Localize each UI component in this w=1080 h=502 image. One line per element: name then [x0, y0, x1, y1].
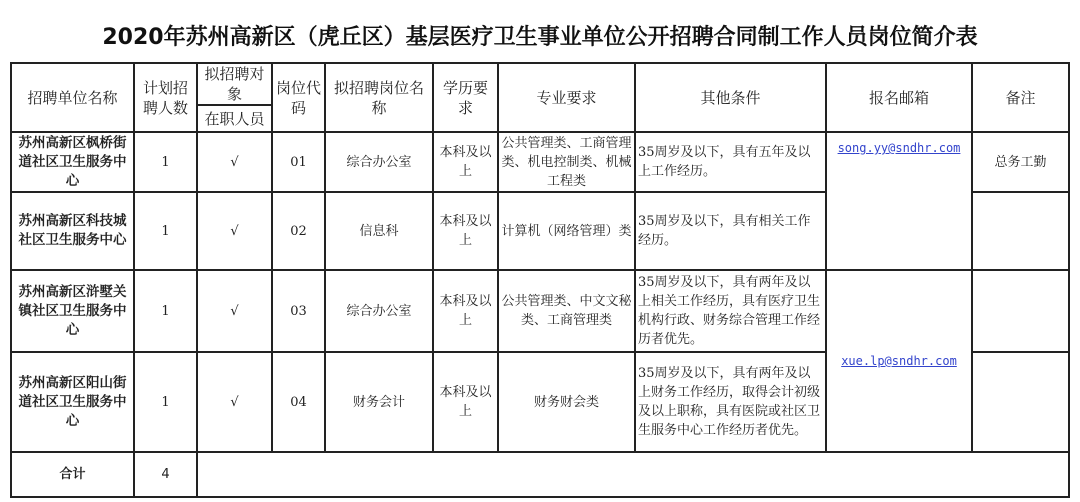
education: 本科及以上 [433, 352, 498, 452]
header-major: 专业要求 [498, 63, 635, 132]
position-name: 信息科 [325, 192, 433, 270]
header-note: 备注 [972, 63, 1069, 132]
header-position: 拟招聘岗位名称 [325, 63, 433, 132]
email-link[interactable]: song.yy@sndhr.com [837, 141, 961, 155]
position-code: 04 [272, 352, 325, 452]
header-row [11, 63, 1069, 105]
unit-name: 苏州高新区浒墅关镇社区卫生服务中心 [11, 270, 134, 352]
position-name: 综合办公室 [325, 132, 433, 192]
email-cell [826, 270, 972, 452]
total-row [11, 452, 1069, 497]
note [972, 352, 1069, 452]
major: 财务财会类 [498, 352, 635, 452]
table-row [11, 270, 1069, 352]
page-title: 2020年苏州高新区（虎丘区）基层医疗卫生事业单位公开招聘合同制工作人员岗位简介表 [102, 25, 978, 50]
total-label: 合计 [11, 452, 134, 497]
other-conditions: 35周岁及以下，具有相关工作经历。 [635, 192, 826, 270]
positions-table [10, 62, 1070, 498]
position-code: 02 [272, 192, 325, 270]
plan-count: 1 [134, 270, 197, 352]
unit-name: 苏州高新区枫桥街道社区卫生服务中心 [11, 132, 134, 192]
target-check: √ [197, 132, 272, 192]
target-check: √ [197, 270, 272, 352]
header-email: 报名邮箱 [826, 63, 972, 132]
target-check: √ [197, 352, 272, 452]
position-name: 综合办公室 [325, 270, 433, 352]
position-code: 03 [272, 270, 325, 352]
note [972, 270, 1069, 352]
unit-name: 苏州高新区阳山街道社区卫生服务中心 [11, 352, 134, 452]
note [972, 192, 1069, 270]
header-count: 计划招聘人数 [134, 63, 197, 132]
other-conditions: 35周岁及以下，具有五年及以上工作经历。 [635, 132, 826, 192]
plan-count: 1 [134, 192, 197, 270]
position-code: 01 [272, 132, 325, 192]
major: 公共管理类、中文文秘类、工商管理类 [498, 270, 635, 352]
education: 本科及以上 [433, 192, 498, 270]
header-code: 岗位代码 [272, 63, 325, 132]
other-conditions: 35周岁及以下，具有两年及以上财务工作经历，取得会计初级及以上职称，具有医院或社区卫生服务中心工作经历者优先。 [635, 352, 826, 452]
education: 本科及以上 [433, 132, 498, 192]
header-target: 拟招聘对象 [197, 63, 272, 105]
education: 本科及以上 [433, 270, 498, 352]
table-row [11, 132, 1069, 192]
header-education: 学历要求 [433, 63, 498, 132]
plan-count: 1 [134, 352, 197, 452]
plan-count: 1 [134, 132, 197, 192]
unit-name: 苏州高新区科技城社区卫生服务中心 [11, 192, 134, 270]
position-name: 财务会计 [325, 352, 433, 452]
major: 公共管理类、工商管理类、机电控制类、机械工程类 [498, 132, 635, 192]
header-target-sub: 在职人员 [197, 105, 272, 132]
other-conditions: 35周岁及以下，具有两年及以上相关工作经历，具有医疗卫生机构行政、财务综合管理工作经历者优先。 [635, 270, 826, 352]
header-other: 其他条件 [635, 63, 826, 132]
total-value: 4 [134, 452, 197, 497]
email-link[interactable]: xue.lp@sndhr.com [841, 353, 957, 368]
note: 总务工勤 [972, 132, 1069, 192]
email-cell [826, 132, 972, 270]
target-check: √ [197, 192, 272, 270]
total-blank [197, 452, 1069, 497]
header-unit: 招聘单位名称 [11, 63, 134, 132]
major: 计算机（网络管理）类 [498, 192, 635, 270]
